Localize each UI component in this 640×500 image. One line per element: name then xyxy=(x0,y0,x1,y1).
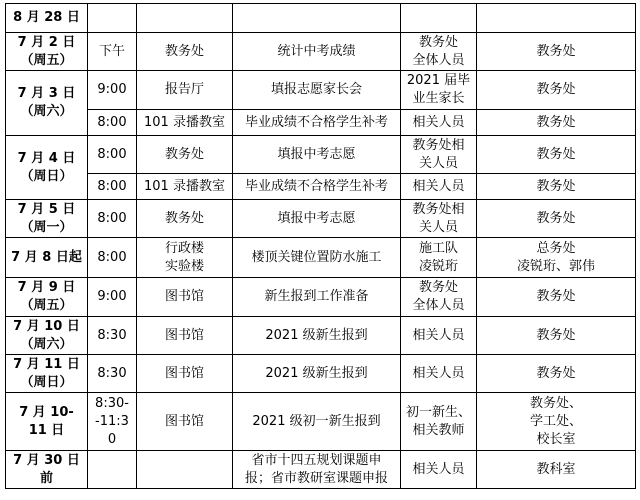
date-cell xyxy=(6,278,88,317)
event-cell: 新生报到工作准备 xyxy=(233,278,401,317)
people-line: 初一新生、 xyxy=(405,404,471,420)
event-cell: 统计中考成绩 xyxy=(233,33,401,71)
date-cell xyxy=(6,200,88,238)
people-line: 凌锐珩 xyxy=(418,258,458,274)
owner-cell: 教务处 xyxy=(477,110,636,136)
people-cell: 相关人员 xyxy=(401,174,477,200)
place-cell: 教务处 xyxy=(137,33,233,71)
event-cell: 毕业成绩不合格学生补考 xyxy=(233,110,401,136)
table-row xyxy=(6,110,636,136)
place-cell: 教务处 xyxy=(137,136,233,174)
date-line: 11 日 xyxy=(28,422,65,438)
place-cell: 101 录播教室 xyxy=(137,110,233,136)
event-line: 省市十四五规划课题申 xyxy=(251,452,382,468)
people-cell xyxy=(401,200,477,238)
weekday-line: （周五） xyxy=(20,52,73,68)
time-cell: 9:00 xyxy=(88,278,137,317)
owner-cell: 教科室 xyxy=(477,451,636,489)
time-cell: 8:00 xyxy=(88,136,137,174)
date-line: 7 月 10- xyxy=(19,404,74,420)
owner-cell: 教务处 xyxy=(477,71,636,110)
date-cell xyxy=(6,393,88,451)
people-cell xyxy=(401,136,477,174)
event-cell: 2021 级初一新生报到 xyxy=(233,393,401,451)
owner-cell: 教务处 xyxy=(477,355,636,393)
weekday-line: （周日） xyxy=(20,168,73,184)
date-line: 7 月 4 日 xyxy=(17,150,76,166)
place-cell xyxy=(137,238,233,278)
event-cell: 毕业成绩不合格学生补考 xyxy=(233,174,401,200)
people-cell xyxy=(401,393,477,451)
table-row xyxy=(6,4,636,33)
event-cell: 填报中考志愿 xyxy=(233,200,401,238)
place-line: 行政楼 xyxy=(164,240,204,256)
owner-cell: 教务处 xyxy=(477,278,636,317)
time-cell xyxy=(88,451,137,489)
table-row xyxy=(6,278,636,317)
place-cell xyxy=(137,451,233,489)
people-line: 全体人员 xyxy=(412,298,465,313)
owner-line: 学工处、 xyxy=(529,413,582,429)
place-cell xyxy=(137,4,233,33)
people-line: 关人员 xyxy=(418,219,458,235)
date-cell xyxy=(6,355,88,393)
place-cell: 报告厅 xyxy=(137,71,233,110)
place-cell: 图书馆 xyxy=(137,278,233,317)
time-cell: 8:00 xyxy=(88,200,137,238)
time-cell: 8:00 xyxy=(88,174,137,200)
date-line: 7 月 2 日 xyxy=(17,34,76,50)
people-cell xyxy=(401,4,477,33)
date-line: 7 月 3 日 xyxy=(17,86,76,101)
owner-line: 校长室 xyxy=(536,431,576,447)
date-line: 7 月 10 日 xyxy=(13,318,80,334)
people-line: 教务处相 xyxy=(412,137,465,153)
time-cell: 下午 xyxy=(88,33,137,71)
date-line: 前 xyxy=(39,470,53,486)
weekday-line: （周六） xyxy=(20,336,73,352)
time-line: 0 xyxy=(107,431,117,447)
schedule-table xyxy=(5,3,636,489)
table-row xyxy=(6,71,636,110)
people-line: 全体人员 xyxy=(412,52,465,68)
date-cell xyxy=(6,451,88,489)
event-line: 报；省市教研室课题申报 xyxy=(244,470,388,486)
people-cell: 相关人员 xyxy=(401,317,477,355)
table-row xyxy=(6,238,636,278)
table-row xyxy=(6,200,636,238)
event-cell xyxy=(233,4,401,33)
date-line: 7 月 5 日 xyxy=(17,201,76,217)
time-cell: 8:00 xyxy=(88,238,137,278)
weekday-line: （周六） xyxy=(20,104,73,119)
table-row xyxy=(6,317,636,355)
time-cell: 8:30 xyxy=(88,355,137,393)
date-cell xyxy=(6,136,88,200)
event-cell: 2021 级新生报到 xyxy=(233,355,401,393)
time-line: 8:30- xyxy=(95,395,129,411)
owner-cell: 教务处 xyxy=(477,33,636,71)
people-cell xyxy=(401,238,477,278)
table-row xyxy=(6,174,636,200)
date-cell: 7 月 8 日起 xyxy=(6,238,88,278)
place-cell: 图书馆 xyxy=(137,317,233,355)
people-cell xyxy=(401,278,477,317)
people-line: 业生家长 xyxy=(412,91,465,106)
place-cell: 教务处 xyxy=(137,200,233,238)
time-cell: 8:30 xyxy=(88,317,137,355)
table-row xyxy=(6,355,636,393)
owner-line: 总务处 xyxy=(536,240,576,256)
owner-cell: 教务处 xyxy=(477,317,636,355)
people-line: 相关教师 xyxy=(412,422,465,438)
people-cell xyxy=(401,33,477,71)
event-cell: 2021 级新生报到 xyxy=(233,317,401,355)
owner-line: 教务处、 xyxy=(529,395,582,411)
weekday-line: （周日） xyxy=(20,374,73,390)
table-row xyxy=(6,451,636,489)
place-cell: 图书馆 xyxy=(137,355,233,393)
date-line: 7 月 30 日 xyxy=(13,452,80,468)
table-row xyxy=(6,136,636,174)
people-cell: 相关人员 xyxy=(401,451,477,489)
people-line: 2021 届毕 xyxy=(406,73,471,88)
time-cell xyxy=(88,393,137,451)
people-cell: 相关人员 xyxy=(401,355,477,393)
weekday-line: （周五） xyxy=(20,298,73,313)
event-cell: 填报志愿家长会 xyxy=(233,71,401,110)
owner-cell: 教务处 xyxy=(477,174,636,200)
owner-line: 凌锐珩、郭伟 xyxy=(516,258,595,274)
people-line: 关人员 xyxy=(418,155,458,171)
table-row xyxy=(6,393,636,451)
people-line: 施工队 xyxy=(418,240,458,256)
place-line: 实验楼 xyxy=(164,258,204,274)
place-cell: 101 录播教室 xyxy=(137,174,233,200)
people-cell: 相关人员 xyxy=(401,110,477,136)
event-cell xyxy=(233,451,401,489)
date-cell xyxy=(6,33,88,71)
time-cell: 9:00 xyxy=(88,71,137,110)
owner-cell: 教务处 xyxy=(477,200,636,238)
people-line: 教务处 xyxy=(418,34,458,50)
table-row xyxy=(6,33,636,71)
weekday-line: （周一） xyxy=(20,219,73,235)
date-line: 7 月 9 日 xyxy=(17,280,76,295)
date-cell xyxy=(6,71,88,136)
time-cell xyxy=(88,4,137,33)
owner-cell xyxy=(477,4,636,33)
people-line: 教务处相 xyxy=(412,201,465,217)
time-cell: 8:00 xyxy=(88,110,137,136)
owner-cell xyxy=(477,238,636,278)
date-cell: 8 月 28 日 xyxy=(6,4,88,33)
place-cell: 图书馆 xyxy=(137,393,233,451)
people-cell xyxy=(401,71,477,110)
time-line: -11:3 xyxy=(95,413,129,429)
people-line: 教务处 xyxy=(418,280,458,295)
date-cell xyxy=(6,317,88,355)
event-cell: 楼顶关键位置防水施工 xyxy=(233,238,401,278)
date-line: 7 月 11 日 xyxy=(13,356,80,372)
owner-cell: 教务处 xyxy=(477,136,636,174)
event-cell: 填报中考志愿 xyxy=(233,136,401,174)
owner-cell xyxy=(477,393,636,451)
